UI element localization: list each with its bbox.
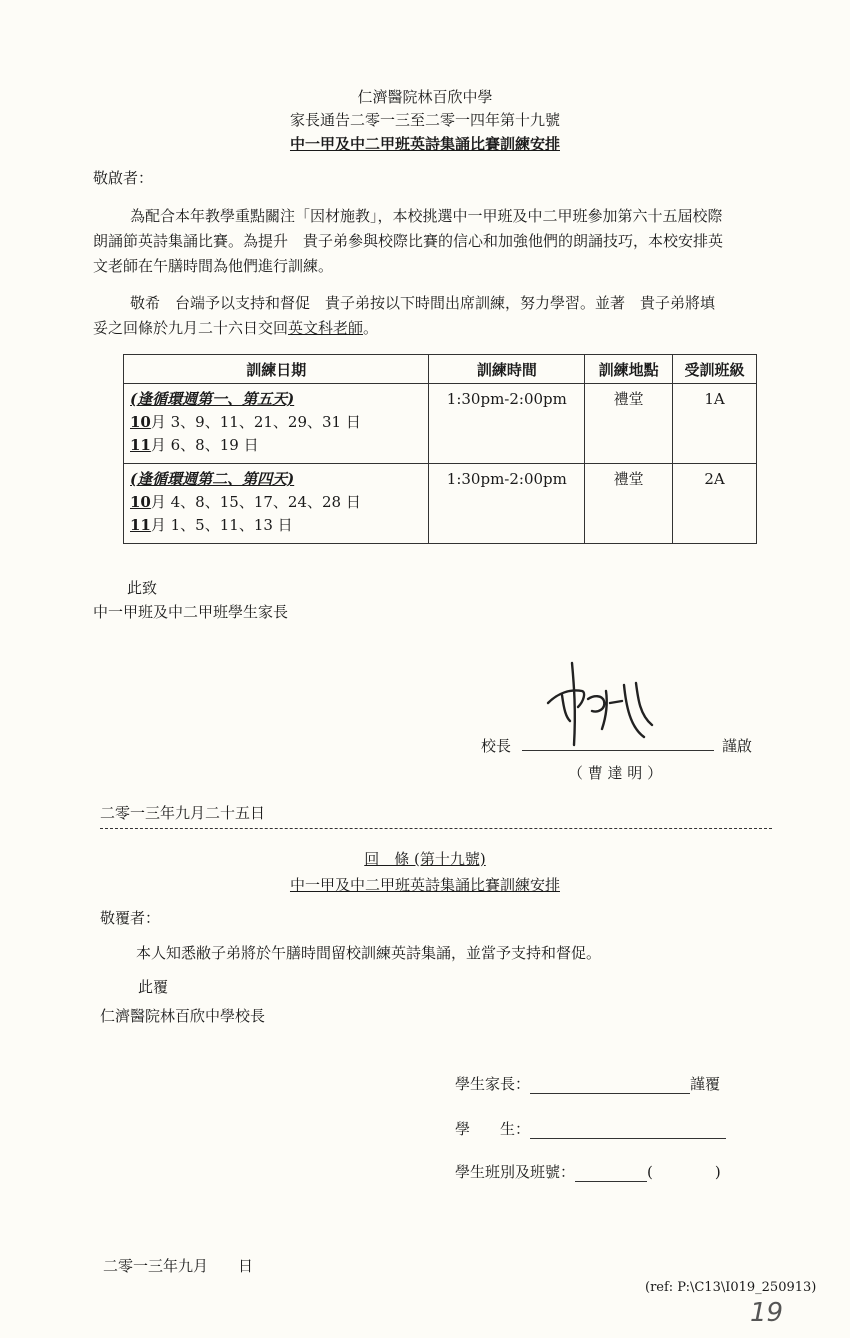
paragraph-2-line-2 xyxy=(93,317,378,338)
reply-body: 本人知悉敝子弟將於午膳時間留校訓練英詩集誦，並當予支持和督促。 xyxy=(136,944,602,962)
training-schedule-table xyxy=(123,354,757,544)
header-date: 訓練日期 xyxy=(124,355,429,384)
paragraph-2-line-1: 敬希 台端予以支持和督促 貴子弟按以下時間出席訓練，努力學習。並著 貴子弟將填 xyxy=(130,294,716,312)
header-time: 訓練時間 xyxy=(429,355,585,384)
cycle-days: (逢循環週第二、第四天) xyxy=(130,470,295,488)
reply-slip-subject: 中一甲及中二甲班英詩集誦比賽訓練安排 xyxy=(289,876,560,894)
reply-slip-title: 回 條 (第十九號) xyxy=(364,850,486,868)
respect-closing: 謹啟 xyxy=(722,737,753,755)
reference-code: (ref: P:\C13\I019_250913) xyxy=(645,1280,817,1295)
parent-label: 學生家長： xyxy=(455,1075,531,1093)
class-label: 學生班別及班號： xyxy=(455,1163,576,1181)
paragraph-1-line-1: 為配合本年教學重點關注「因材施教」，本校挑選中一甲班及中二甲班參加第六十五屆校際 xyxy=(130,207,723,225)
notice-subject: 中一甲及中二甲班英詩集誦比賽訓練安排 xyxy=(289,135,560,153)
principal-name: （ 曹 達 明 ） xyxy=(568,764,663,782)
date-cell xyxy=(124,384,429,464)
parent-tail: 謹覆 xyxy=(690,1075,721,1093)
reply-recipient: 仁濟醫院林百欣中學校長 xyxy=(100,1007,266,1025)
notice-date: 二零一三年九月二十五日 xyxy=(100,804,266,822)
table-row xyxy=(124,464,757,544)
venue-cell: 禮堂 xyxy=(585,464,673,544)
reply-cifu: 此覆 xyxy=(138,978,169,996)
days: 月 3、9、11、21、29、31 日 xyxy=(150,413,361,431)
date-cell xyxy=(124,464,429,544)
parent-field-row xyxy=(455,1073,720,1094)
salutation: 敬啟者： xyxy=(93,169,154,187)
table-row xyxy=(124,384,757,464)
page-number: 19 xyxy=(750,1298,784,1328)
reply-salutation: 敬覆者： xyxy=(100,909,161,927)
reply-date: 二零一三年九月 日 xyxy=(103,1257,254,1275)
paragraph-1-line-2: 朗誦節英詩集誦比賽。為提升 貴子弟參與校際比賽的信心和加強他們的朗誦技巧，本校安排英 xyxy=(93,232,724,250)
class-field-row xyxy=(455,1161,721,1182)
student-label: 學 生： xyxy=(455,1120,531,1138)
days: 月 1、5、11、13 日 xyxy=(150,516,293,534)
student-field-row xyxy=(455,1118,726,1139)
closing-recipient: 中一甲班及中二甲班學生家長 xyxy=(93,603,289,621)
time-cell: 1:30pm-2:00pm xyxy=(429,464,585,544)
header-venue: 訓練地點 xyxy=(585,355,673,384)
paragraph-2-end: 。 xyxy=(363,319,379,337)
english-teacher: 英文科老師 xyxy=(288,319,364,337)
days: 月 6、8、19 日 xyxy=(150,436,259,454)
month: 11 xyxy=(130,516,151,534)
table-header-row xyxy=(124,355,757,384)
month: 11 xyxy=(130,436,151,454)
class-field[interactable] xyxy=(575,1165,647,1182)
venue-cell: 禮堂 xyxy=(585,384,673,464)
student-name-field[interactable] xyxy=(530,1122,726,1139)
closing-cizhi: 此致 xyxy=(127,579,158,597)
month: 10 xyxy=(130,493,151,511)
class-cell: 2A xyxy=(673,464,757,544)
cycle-days: (逢循環週第一、第五天) xyxy=(130,390,295,408)
month: 10 xyxy=(130,413,151,431)
signature-line xyxy=(522,734,714,751)
principal-title: 校長 xyxy=(481,737,512,755)
paren-close: ) xyxy=(714,1163,721,1181)
notice-number: 家長通告二零一三至二零一四年第十九號 xyxy=(289,111,560,129)
paragraph-1-line-3: 文老師在午膳時間為他們進行訓練。 xyxy=(93,257,334,275)
school-name: 仁濟醫院林百欣中學 xyxy=(357,88,493,106)
paren-open: ( xyxy=(647,1163,653,1181)
days: 月 4、8、15、17、24、28 日 xyxy=(150,493,361,511)
header-class: 受訓班級 xyxy=(673,355,757,384)
parent-signature-field[interactable] xyxy=(530,1077,690,1094)
class-cell: 1A xyxy=(673,384,757,464)
paragraph-2-text: 妥之回條於九月二十六日交回 xyxy=(93,319,289,337)
time-cell: 1:30pm-2:00pm xyxy=(429,384,585,464)
cut-line-divider xyxy=(100,828,772,829)
